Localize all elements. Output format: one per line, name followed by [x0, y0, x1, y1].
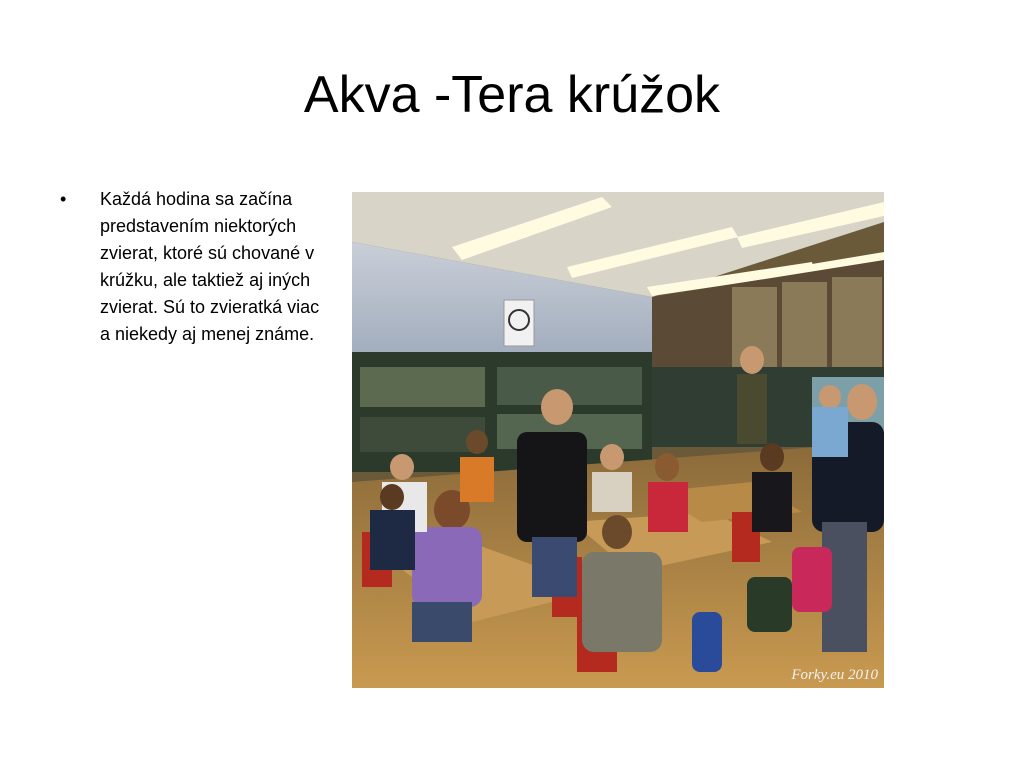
bullet-list: [60, 186, 328, 348]
photo-watermark: Forky.eu 2010: [791, 667, 878, 683]
bullet-text: Každá hodina sa začína predstavením niektorých zvierat, ktoré sú chované v krúžku, ale taktiež aj iných zvierat. Sú to zvieratká viac a niekedy aj menej známe.: [100, 189, 320, 344]
classroom-photo: [352, 192, 884, 688]
classroom-photo-illustration: [352, 192, 884, 688]
bullet-item: [60, 186, 328, 348]
slide-title: Akva -Tera krúžok: [303, 66, 721, 124]
bullet-marker: •: [60, 189, 67, 209]
